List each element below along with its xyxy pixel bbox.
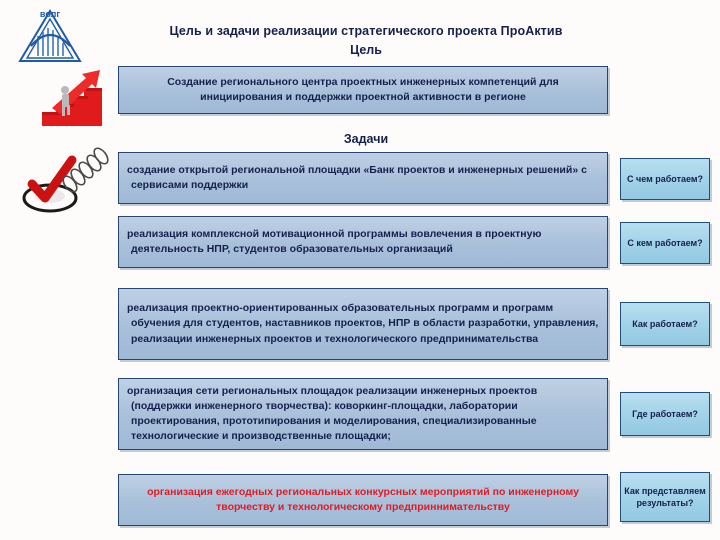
task-box <box>118 474 608 526</box>
stairs-graphic <box>38 58 122 130</box>
task-text: организация ежегодных региональных конкурсных мероприятий по инженерному творчеству и технологическому предприннимательству <box>147 485 579 513</box>
task-side-label-text: Где работаем? <box>632 408 698 419</box>
checkmark-graphic <box>12 146 116 222</box>
task-box <box>118 152 608 204</box>
task-side-label-text: Как представляем результаты? <box>624 485 706 508</box>
task-text: организация сети региональных площадок реализации инженерных проектов (поддержки инженерного творчества): коворкинг-площадки, лаборатории проектирования, прототипирования и моделирования, специализированные технологические и производственные площадки; <box>127 384 538 443</box>
task-side-label <box>620 222 710 264</box>
task-side-label-text: С чем работаем? <box>626 173 704 184</box>
section-label-goal: Цель <box>350 43 382 57</box>
task-side-label <box>620 392 710 436</box>
task-side-label <box>620 302 710 346</box>
section-label-tasks: Задачи <box>343 132 389 146</box>
task-box <box>118 378 608 450</box>
task-side-label-text: С кем работаем? <box>627 237 703 248</box>
task-box <box>118 216 608 268</box>
goal-box <box>118 66 608 114</box>
task-side-label <box>620 158 710 200</box>
task-text: создание открытой региональной площадки «Банк проектов и инженерных решений» с сервисами поддержки <box>127 163 587 191</box>
page-title: Цель и задачи реализации стратегического проекта ПроАктив <box>169 24 563 38</box>
logo-wordmark: волг <box>39 9 61 19</box>
task-text: реализация проектно-ориентированных образовательных программ и программ обучения для студентов, наставников проектов, НПР в области разработки, управления, реализации инженерных проектов и технологического предпринимательства <box>127 302 599 345</box>
task-text: реализация комплексной мотивационной программы вовлечения в проектную деятельность НПР, студентов образовательных организаций <box>127 227 542 255</box>
task-side-label-text: Как работаем? <box>632 318 698 329</box>
goal-text: Создание регионального центра проектных инженерных компетенций для инициирования и поддержки проектной активности в регионе <box>167 75 559 103</box>
task-box <box>118 288 608 360</box>
task-side-label <box>620 472 710 522</box>
